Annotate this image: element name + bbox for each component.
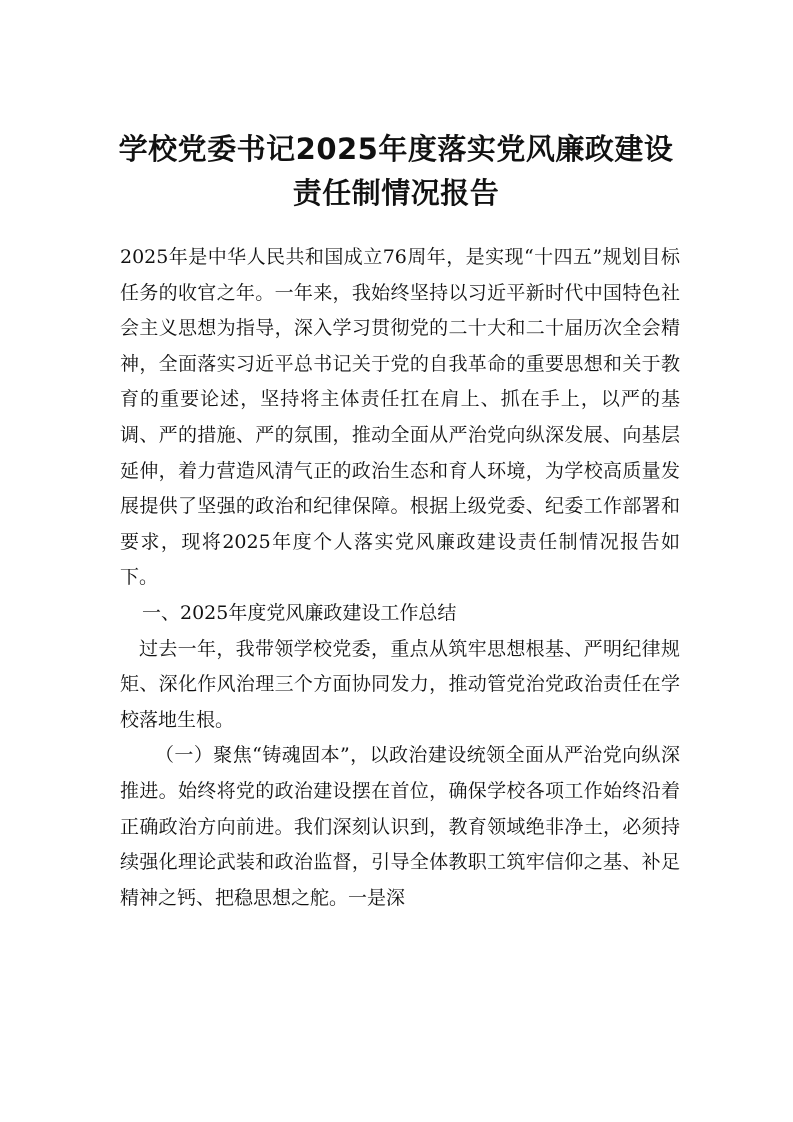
subsection-paragraph: （一）聚焦“铸魂固本”，以政治建设统领全面从严治党向纵深推进。始终将党的政治建设摆在首位，确保学校各项工作始终沿着正确政治方向前进。我们深刻认识到，教育领域绝非净土，必须持续强化理论武装和政治监督，引导全体教职工筑牢信仰之基、补足精神之钙、把稳思想之舵。一是深 — [120, 744, 680, 909]
document-title-line-2: 责任制情况报告 — [292, 176, 500, 210]
intro-paragraph: 2025年是中华人民共和国成立76周年，是实现“十四五”规划目标任务的收官之年。一年来，我始终坚持以习近平新时代中国特色社会主义思想为指导，深入学习贯彻党的二十大和二十届历次全会精神，全面落实习近平总书记关于党的自我革命的重要思想和关于教育的重要论述，坚持将主体责任扛在肩上、抓在手上，以严的基调、严的措施、严的氛围，推动全面从严治党向纵深发展、向基层延伸，着力营造风清气正的政治生态和育人环境，为学校高质量发展提供了坚强的政治和纪律保障。根据上级党委、纪委工作部署和要求，现将2025年度个人落实党风廉政建设责任制情况报告如下。 — [120, 246, 680, 589]
document-title-line-1: 学校党委书记2025年度落实党风廉政建设 — [118, 132, 674, 166]
section-heading: 一、2025年度党风廉政建设工作总结 — [142, 601, 457, 624]
document-body — [120, 240, 680, 916]
summary-paragraph: 过去一年，我带领学校党委，重点从筑牢思想根基、严明纪律规矩、深化作风治理三个方面协同发力，推动管党治党政治责任在学校落地生根。 — [120, 637, 680, 731]
